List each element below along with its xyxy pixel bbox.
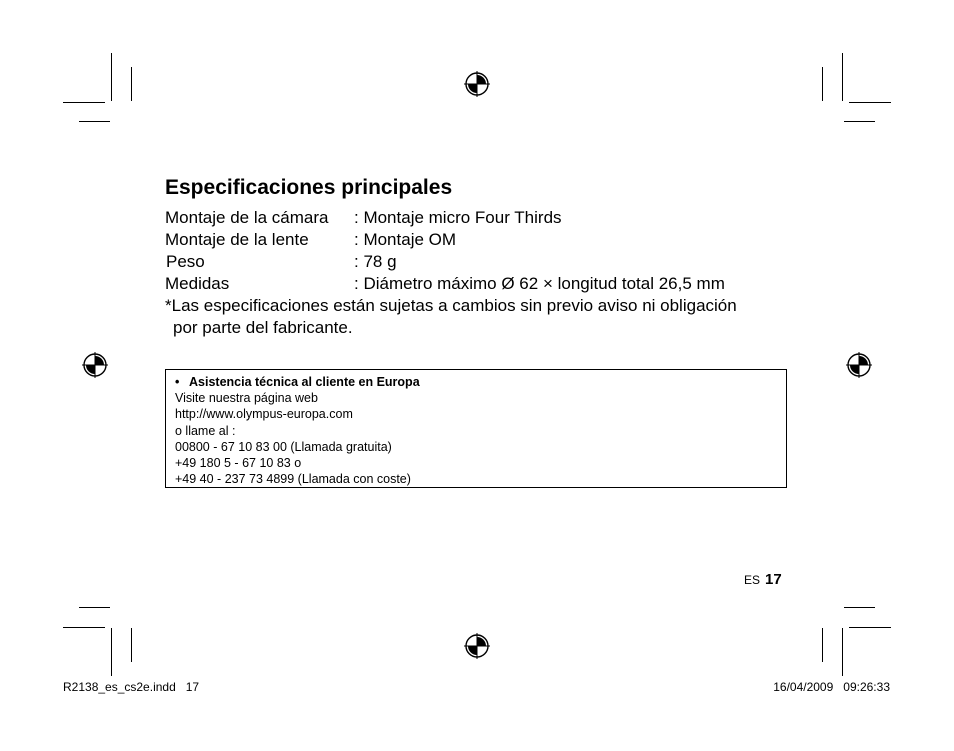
- spec-label: Medidas: [165, 274, 230, 293]
- slug-file-info: R2138_es_cs2e.indd 17: [63, 680, 200, 694]
- spec-label: Peso: [166, 252, 205, 271]
- crop-mark: [844, 607, 875, 608]
- crop-mark: [79, 607, 110, 608]
- crop-mark: [131, 67, 132, 101]
- section-title: Especificaciones principales: [165, 176, 453, 199]
- crop-mark: [844, 121, 875, 122]
- crop-mark: [111, 53, 112, 101]
- spec-label: Montaje de la cámara: [165, 208, 329, 227]
- crop-mark: [822, 67, 823, 101]
- footnote-line-1: *Las especificaciones están sujetas a cambios sin previo aviso ni obligación: [165, 296, 737, 315]
- crop-mark: [842, 628, 843, 676]
- support-phone-paid: +49 40 - 237 73 4899 (Llamada con coste): [175, 472, 411, 487]
- slug-datetime: 16/04/2009 09:26:33: [773, 680, 890, 694]
- registration-mark-icon: [464, 633, 490, 659]
- spec-value: : Montaje OM: [354, 230, 457, 249]
- crop-mark: [63, 102, 105, 103]
- support-website-link[interactable]: http://www.olympus-europa.com: [175, 407, 353, 422]
- crop-mark: [842, 53, 843, 101]
- support-info-box: [165, 369, 787, 488]
- support-line: o llame al :: [175, 423, 236, 438]
- crop-mark: [79, 121, 110, 122]
- registration-mark-icon: [82, 352, 108, 378]
- support-line: Visite nuestra página web: [175, 391, 318, 406]
- language-code: ES: [744, 573, 761, 587]
- support-phone-free: 00800 - 67 10 83 00 (Llamada gratuita): [175, 439, 392, 454]
- crop-mark: [822, 628, 823, 662]
- support-phone-alt: +49 180 5 - 67 10 83 o: [175, 456, 302, 471]
- support-heading: [175, 374, 786, 390]
- spec-label: Montaje de la lente: [165, 230, 309, 249]
- crop-mark: [63, 627, 105, 628]
- spec-value: : 78 g: [354, 252, 397, 271]
- bullet-icon: •: [175, 375, 180, 389]
- crop-mark: [849, 627, 891, 628]
- support-heading-text: Asistencia técnica al cliente en Europa: [189, 375, 420, 389]
- spec-footnote: [165, 295, 737, 339]
- spec-value: : Montaje micro Four Thirds: [354, 208, 562, 227]
- crop-mark: [111, 628, 112, 676]
- footnote-line-2: por parte del fabricante.: [173, 318, 353, 337]
- registration-mark-icon: [846, 352, 872, 378]
- spec-value: : Diámetro máximo Ø 62 × longitud total 26,5 mm: [354, 274, 725, 293]
- registration-mark-icon: [464, 71, 490, 97]
- page-footer: [744, 571, 782, 589]
- crop-mark: [849, 102, 891, 103]
- page-number: 17: [765, 571, 782, 588]
- crop-mark: [131, 628, 132, 662]
